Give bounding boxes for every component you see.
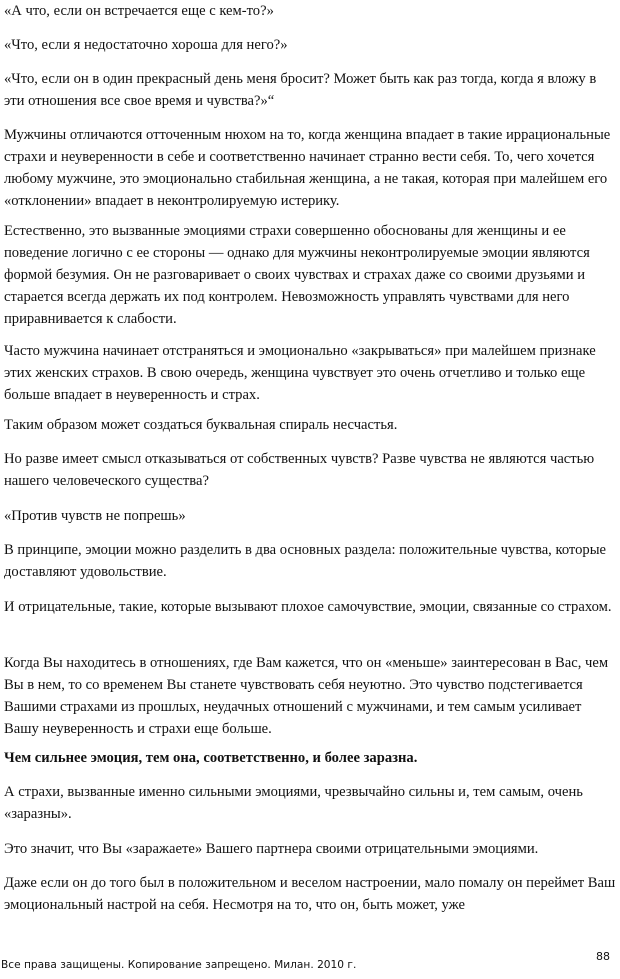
paragraph: Часто мужчина начинает отстраняться и эмоционально «закрываться» при малейшем признаке этих женских страхов. В свою очередь, женщина чувствует это очень отчетливо и только еще больше впадает в неуверенность и страх. <box>4 343 596 403</box>
page-number: 88 <box>596 950 610 963</box>
paragraph: Мужчины отличаются отточенным нюхом на то, когда женщина впадает в такие иррациональные страхи и неуверенности в себе и соответственно начинает странно вести себя. То, чего хочется любому мужчине, это эмоционально стабильная женщина, а не такая, которая при малейшем его «отклонении» впадает в неконтролируемую истерику. <box>4 127 611 209</box>
paragraph: «Что, если я недостаточно хороша для него?» <box>4 37 288 53</box>
paragraph: А страхи, вызванные именно сильными эмоциями, чрезвычайно сильны и, тем самым, очень «заразны». <box>4 784 583 822</box>
paragraph: Это значит, что Вы «заражаете» Вашего партнера своими отрицательными эмоциями. <box>4 841 539 857</box>
paragraph: Когда Вы находитесь в отношениях, где Вам кажется, что он «меньше» заинтересован в Вас, чем Вы в нем, то со временем Вы станете чувствовать себя неуютно. Это чувство подстегивается Вашими страхами из прошлых, неудачных отношений с мужчинами, и тем самым усиливает Вашу неуверенность и страхи еще больше. <box>4 655 609 737</box>
paragraph: В принципе, эмоции можно разделить в два основных раздела: положительные чувства, которые доставляют удовольствие. <box>4 542 606 580</box>
footer-copyright: Все права защищены. Копирование запрещено. Милан. 2010 г. <box>1 959 357 971</box>
paragraph: Но разве имеет смысл отказываться от собственных чувств? Разве чувства не являются частью нашего человеческого существа? <box>4 451 595 489</box>
paragraph: Таким образом может создаться буквальная спираль несчастья. <box>4 417 398 433</box>
paragraph: Даже если он до того был в положительном и веселом настроении, мало помалу он переймет Ваш эмоциональный настрой на себя. Несмотря на то, что он, быть может, уже <box>4 875 616 913</box>
paragraph: Естественно, это вызванные эмоциями страхи совершенно обоснованы для женщины и ее поведение логично с ее стороны — однако для мужчины неконтролируемые эмоции являются формой безумия. Он не разговаривает о своих чувствах и страхах даже со своими друзьями и старается всегда держать их под контролем. Невозможность управлять чувствами для него приравнивается к слабости. <box>4 223 590 327</box>
paragraph: «А что, если он встречается еще с кем-то?» <box>4 3 274 19</box>
paragraph: И отрицательные, такие, которые вызывают плохое самочувствие, эмоции, связанные со страхом. <box>4 599 612 615</box>
paragraph: «Что, если он в один прекрасный день меня бросит? Может быть как раз тогда, когда я вложу в эти отношения все свое время и чувства?»“ <box>4 71 597 109</box>
paragraph: «Против чувств не попрешь» <box>4 508 186 524</box>
paragraph-emphasis: Чем сильнее эмоция, тем она, соответственно, и более заразна. <box>4 750 418 766</box>
